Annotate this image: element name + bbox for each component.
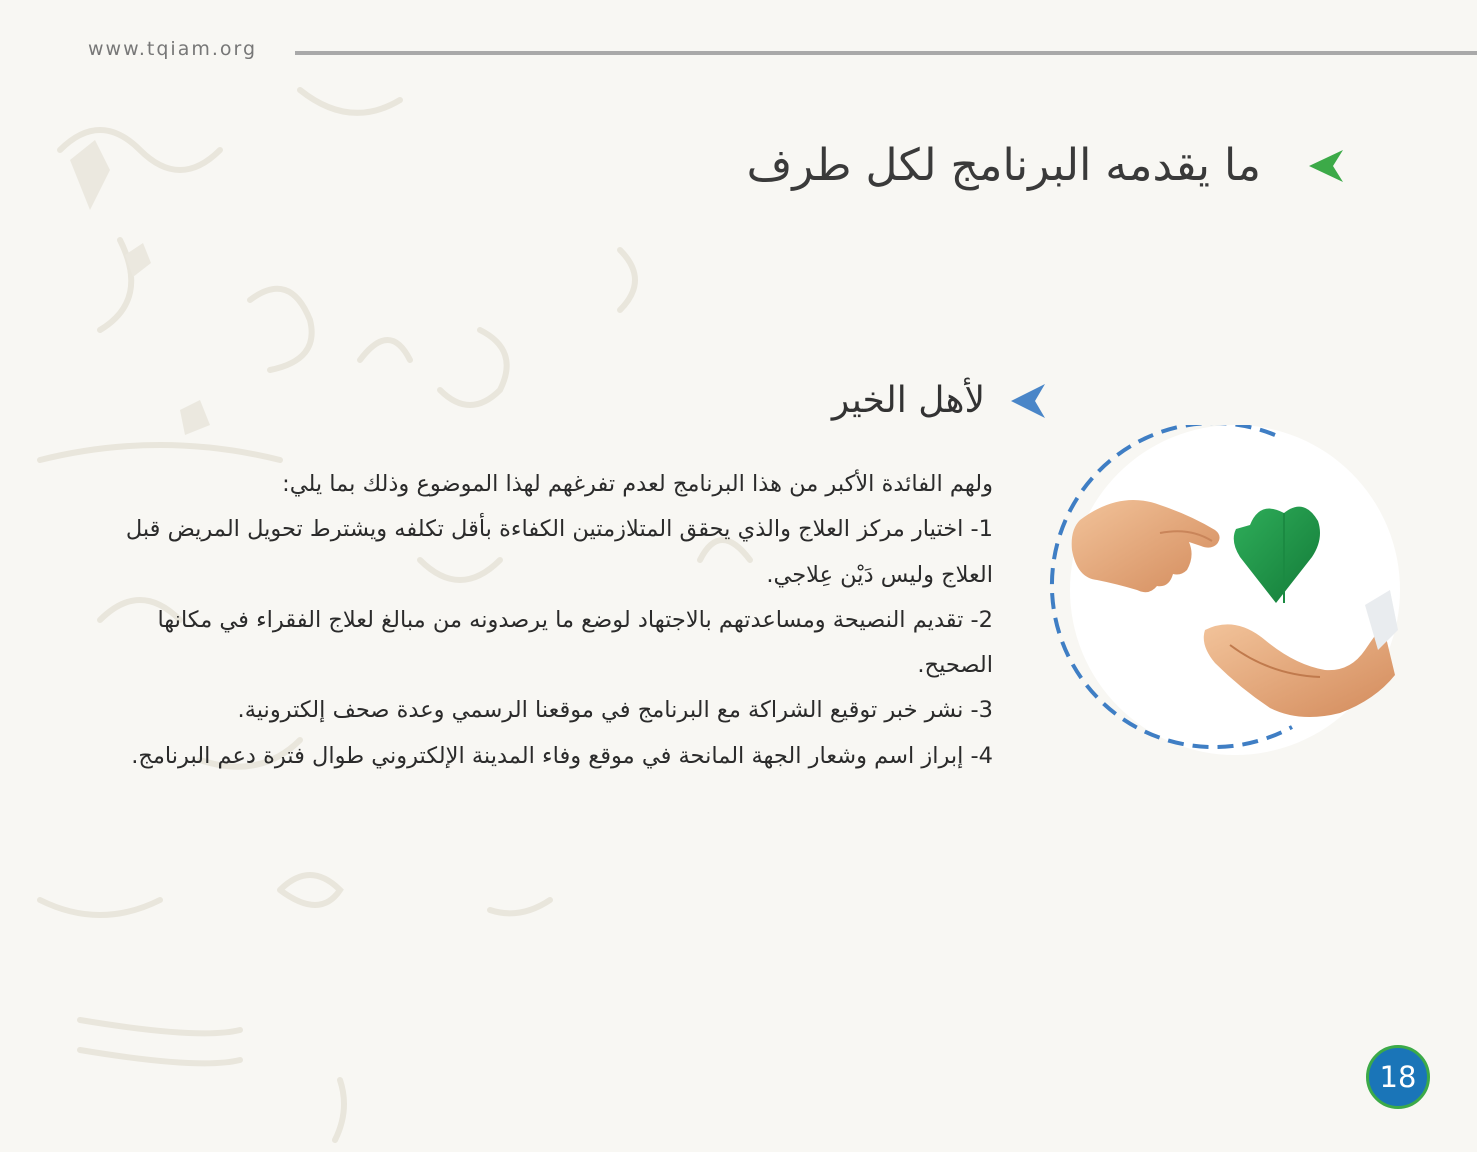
list-item: 4- إبراز اسم وشعار الجهة المانحة في موقع وفاء المدينة الإلكتروني طوال فترة دعم البرنامج. — [131, 742, 993, 769]
section-body — [103, 462, 993, 779]
section-heading: لأهل الخير — [831, 380, 985, 421]
main-title-row — [747, 140, 1345, 191]
hands-heart-illustration — [1030, 425, 1405, 755]
list-item: 3- نشر خبر توقيع الشراكة مع البرنامج في موقعنا الرسمي وعدة صحف إلكترونية. — [237, 697, 993, 724]
blue-triangle-arrow-icon — [1009, 382, 1047, 420]
page-title: ما يقدمه البرنامج لكل طرف — [746, 140, 1261, 191]
list-item: 1- اختيار مركز العلاج والذي يحقق المتلازمتين الكفاءة بأقل تكلفه ويشترط تحويل المريض قبل العلاج وليس دَيْن عِلاجي. — [125, 516, 993, 588]
section-intro: ولهم الفائدة الأكبر من هذا البرنامج لعدم تفرغهم لهذا الموضوع وذلك بما يلي: — [282, 471, 993, 497]
page-number-badge: 18 — [1366, 1045, 1430, 1109]
list-item: 2- تقديم النصيحة ومساعدتهم بالاجتهاد لوضع ما يرصدونه من مبالغ لعلاج الفقراء في مكانها الصحيح. — [157, 606, 993, 679]
section-heading-row — [832, 380, 1047, 421]
header-divider — [295, 51, 1477, 55]
green-triangle-arrow-icon — [1307, 148, 1345, 184]
website-url: www.tqiam.org — [88, 38, 258, 60]
